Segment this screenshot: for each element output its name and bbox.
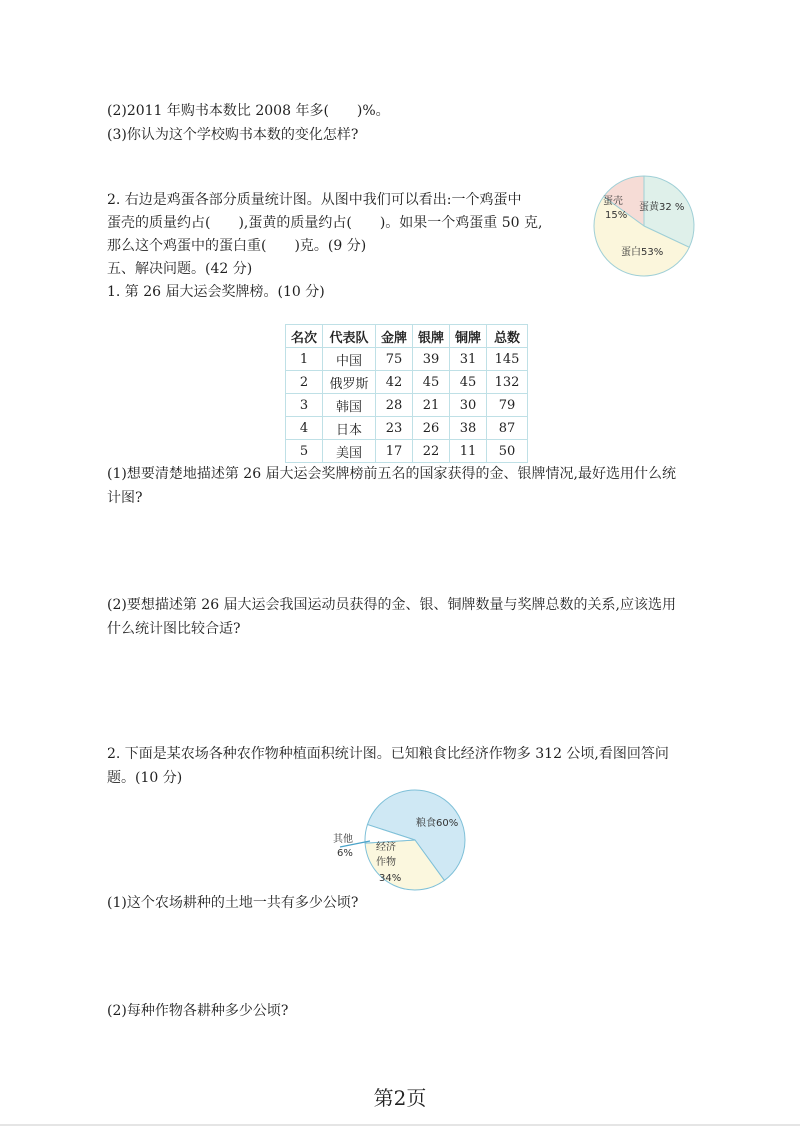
cell-team: 韩国 [323,394,376,417]
medal-q1-line2: 计图? [107,490,143,506]
cell-silver: 39 [413,348,450,371]
cell-gold: 75 [376,348,413,371]
egg-label-yolk: 蛋黄32 % [639,202,685,213]
cell-rank: 5 [286,440,323,463]
farm-label-other-pct: 6% [337,848,353,859]
farm-label-cash1: 经济 [376,842,396,853]
cell-total: 132 [487,371,528,394]
egg-label-white: 蛋白53% [621,247,664,258]
egg-label-shell-pct: 15% [605,210,628,221]
col-header-total: 总数 [487,325,528,348]
cell-gold: 17 [376,440,413,463]
table-row [286,371,528,394]
cell-total: 87 [487,417,528,440]
cell-silver: 45 [413,371,450,394]
egg-question-line2: 蛋壳的质量约占( ),蛋黄的质量约占( )。如果一个鸡蛋重 50 克, [107,215,543,231]
cell-rank: 2 [286,371,323,394]
q1-part3: (3)你认为这个学校购书本数的变化怎样? [107,127,359,143]
page-number: 第2页 [373,1086,427,1110]
cell-silver: 22 [413,440,450,463]
cell-rank: 4 [286,417,323,440]
farm-q1: (1)这个农场耕种的土地一共有多少公顷? [107,895,359,911]
medal-question-title: 1. 第 26 届大运会奖牌榜。(10 分) [107,284,325,300]
col-header-gold: 金牌 [376,325,413,348]
farm-q2: (2)每种作物各耕种多少公顷? [107,1003,289,1019]
medal-q2-line2: 什么统计图比较合适? [107,621,241,637]
cell-silver: 26 [413,417,450,440]
cell-gold: 23 [376,417,413,440]
egg-question-line1: 2. 右边是鸡蛋各部分质量统计图。从图中我们可以看出:一个鸡蛋中 [107,192,522,208]
cell-gold: 28 [376,394,413,417]
cell-bronze: 38 [450,417,487,440]
table-row [286,394,528,417]
farm-label-other-name: 其他 [333,834,353,845]
cell-bronze: 30 [450,394,487,417]
medal-q1-line1: (1)想要清楚地描述第 26 届大运会奖牌榜前五名的国家获得的金、银牌情况,最好选用什么统 [107,466,676,482]
cell-total: 79 [487,394,528,417]
cell-silver: 21 [413,394,450,417]
section-5-heading: 五、解决问题。(42 分) [107,261,253,277]
col-header-silver: 银牌 [413,325,450,348]
bottom-rule [0,1124,800,1126]
egg-label-shell-name: 蛋壳 [603,196,623,207]
cell-rank: 1 [286,348,323,371]
cell-total: 145 [487,348,528,371]
medal-table [285,324,528,463]
table-row [286,417,528,440]
farm-question-line1: 2. 下面是某农场各种农作物种植面积统计图。已知粮食比经济作物多 312 公顷,看图回答问 [107,746,669,762]
cell-bronze: 31 [450,348,487,371]
cell-team: 日本 [323,417,376,440]
cell-team: 中国 [323,348,376,371]
medal-table-header-row [286,325,528,348]
farm-question-line2: 题。(10 分) [107,770,183,786]
cell-team: 俄罗斯 [323,371,376,394]
egg-question-line3: 那么这个鸡蛋中的蛋白重( )克。(9 分) [107,238,367,254]
table-row [286,348,528,371]
table-row [286,440,528,463]
cell-total: 50 [487,440,528,463]
medal-q2-line1: (2)要想描述第 26 届大运会我国运动员获得的金、银、铜牌数量与奖牌总数的关系,应该选用 [107,597,676,613]
q1-part2: (2)2011 年购书本数比 2008 年多( )%。 [107,103,390,119]
col-header-team: 代表队 [323,325,376,348]
col-header-rank: 名次 [286,325,323,348]
cell-bronze: 45 [450,371,487,394]
farm-label-grain: 粮食60% [416,818,459,829]
farm-pie-chart [330,784,480,894]
egg-pie-chart [589,171,699,281]
cell-bronze: 11 [450,440,487,463]
farm-label-cash2: 作物 [376,857,396,868]
farm-label-cash-pct: 34% [379,873,402,884]
col-header-bronze: 铜牌 [450,325,487,348]
cell-rank: 3 [286,394,323,417]
cell-gold: 42 [376,371,413,394]
cell-team: 美国 [323,440,376,463]
